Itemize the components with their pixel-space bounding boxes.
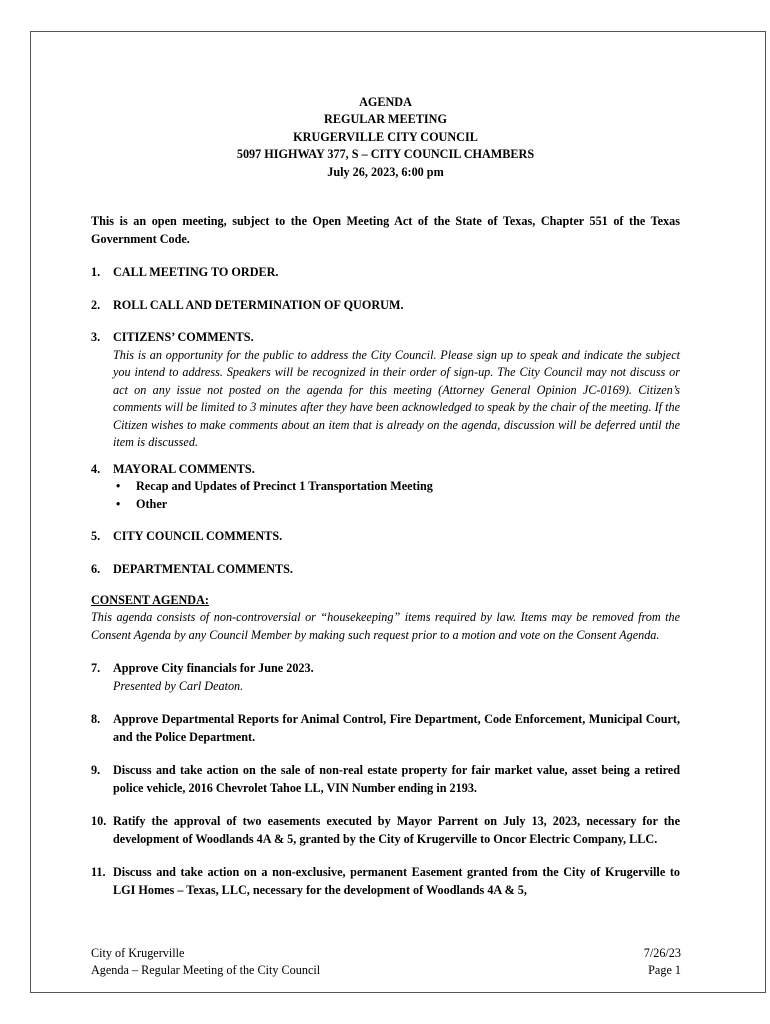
item-number: 8. [91,712,101,727]
bullet-text: Recap and Updates of Precinct 1 Transportation Meeting [136,479,433,494]
consent-agenda-heading [91,592,680,609]
item-title: ROLL CALL AND DETERMINATION OF QUORUM. [113,297,404,312]
item-number: 2. [91,297,101,312]
consent-agenda-description: This agenda consists of non-controversial or “housekeeping” items required by law. Items may be removed from the Consent Agenda by any Council Member by making such request prior to a motion and vote on the Consent Agenda. [91,610,680,642]
item-presenter: Presented by Carl Deaton. [113,678,244,693]
item-number: 5. [91,529,101,544]
agenda-item-9 [91,762,680,797]
item-title: DEPARTMENTAL COMMENTS. [113,561,293,576]
footer-date: 7/26/23 [643,946,681,960]
bullet-icon: • [116,479,121,494]
agenda-item-4 [91,461,680,514]
item-title: Discuss and take action on a non-exclusive, permanent Easement granted from the City of Krugerville to LGI Homes – Texas, LLC, necessary for the development of Woodlands 4A & 5, [113,865,680,897]
item-number: 6. [91,561,101,576]
footer-city-name: City of Krugerville [91,946,185,960]
agenda-item-6 [91,561,680,579]
mayoral-bullet-list [113,478,680,513]
item-number: 4. [91,461,101,476]
item-title: CALL MEETING TO ORDER. [113,265,279,280]
agenda-item-2 [91,297,680,315]
agenda-item-11 [91,864,680,899]
footer-document-title: Agenda – Regular Meeting of the City Council [91,963,321,977]
agenda-item-1 [91,264,680,282]
header-line-agenda: AGENDA [359,95,412,109]
open-meeting-notice: This is an open meeting, subject to the Open Meeting Act of the State of Texas, Chapter 551 of the Texas Government Code. [91,214,680,246]
item-number: 3. [91,330,101,345]
item-title: Approve City financials for June 2023. [113,661,314,676]
header-line-meeting-type: REGULAR MEETING [324,112,447,127]
item-number: 7. [91,661,101,676]
document-content [91,94,680,899]
item-description: This is an opportunity for the public to address the City Council. Please sign up to speak and indicate the subject you intend to address. Speakers will be recognized in their order of sign-up. The City Council may not discuss or act on any issue not posted on the agenda for this meeting (Attorney General Opinion JC-0169). Citizen’s comments will be limited to 3 minutes after they have been acknowledged to speak by the chair of the meeting. If the Citizen wishes to make comments about an item that is already on the agenda, discussion will be deferred until the item is discussed. [113,347,680,450]
item-title: MAYORAL COMMENTS. [113,461,255,476]
bullet-icon: • [116,496,121,511]
item-title: CITY COUNCIL COMMENTS. [113,529,283,544]
footer-page-number: Page 1 [648,963,681,977]
agenda-header [91,94,680,181]
consent-heading-colon: : [204,593,209,608]
agenda-item-8 [91,711,680,746]
agenda-item-3 [91,329,680,452]
agenda-item-5 [91,528,680,546]
consent-heading-text: CONSENT AGENDA [91,593,205,608]
item-number: 10. [91,814,107,829]
item-title: CITIZENS’ COMMENTS. [113,330,254,345]
item-title: Ratify the approval of two easements executed by Mayor Parrent on July 13, 2023, necessary for the development of Woodlands 4A & 5, granted by the City of Krugerville to Oncor Electric Company, LLC. [113,814,680,846]
header-line-address: 5097 HIGHWAY 377, S – CITY COUNCIL CHAMBERS [236,147,535,162]
header-line-council: KRUGERVILLE CITY COUNCIL [293,129,478,144]
agenda-item-10 [91,813,680,848]
item-title: Discuss and take action on the sale of non-real estate property for fair market value, asset being a retired police vehicle, 2016 Chevrolet Tahoe LL, VIN Number ending in 2193. [113,763,680,795]
item-number: 9. [91,763,101,778]
item-title: Approve Departmental Reports for Animal Control, Fire Department, Code Enforcement, Municipal Court, and the Police Department. [113,712,680,744]
list-item [113,496,680,514]
list-item [113,478,680,496]
item-number: 1. [91,265,101,280]
page-footer [91,945,681,979]
bullet-text: Other [136,496,168,511]
item-number: 11. [91,865,106,880]
agenda-item-7 [91,660,680,695]
header-line-date: July 26, 2023, 6:00 pm [327,164,444,179]
